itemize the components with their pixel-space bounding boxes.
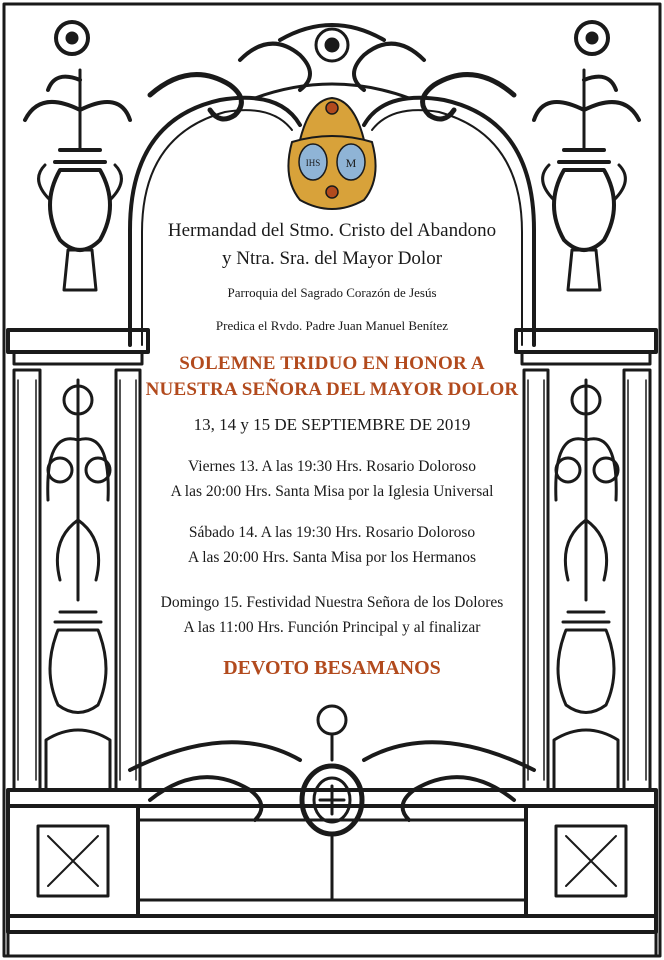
preacher-line: Predica el Rvdo. Padre Juan Manuel Benítez [215,318,449,333]
schedule-sunday-line1: Domingo 15. Festividad Nuestra Señora de los Dolores [160,594,504,611]
emblem-ihs-text: IHS [305,158,321,168]
title-line2: NUESTRA SEÑORA DEL MAYOR DOLOR [145,379,519,400]
schedule-friday-line1: Viernes 13. A las 19:30 Hrs. Rosario Doloroso [188,458,476,475]
schedule-sunday-line2: A las 11:00 Hrs. Función Principal y al finalizar [183,619,481,636]
emblem-m-text: M [345,156,357,170]
title-line1: SOLEMNE TRIDUO EN HONOR A [179,353,485,374]
schedule-friday-line2: A las 20:00 Hrs. Santa Misa por la Iglesia Universal [170,483,494,500]
event-dates: 13, 14 y 15 DE SEPTIEMBRE DE 2019 [193,415,471,434]
parish-name: Parroquia del Sagrado Corazón de Jesús [227,285,437,300]
brotherhood-emblem [288,98,375,209]
closing-besamanos: DEVOTO BESAMANOS [223,657,441,679]
schedule-saturday-line1: Sábado 14. A las 19:30 Hrs. Rosario Doloroso [188,524,476,541]
brotherhood-name-line2: y Ntra. Sra. del Mayor Dolor [221,248,443,269]
brotherhood-name-line1: Hermandad del Stmo. Cristo del Abandono [167,220,497,241]
schedule-saturday-line2: A las 20:00 Hrs. Santa Misa por los Hermanos [187,549,476,566]
